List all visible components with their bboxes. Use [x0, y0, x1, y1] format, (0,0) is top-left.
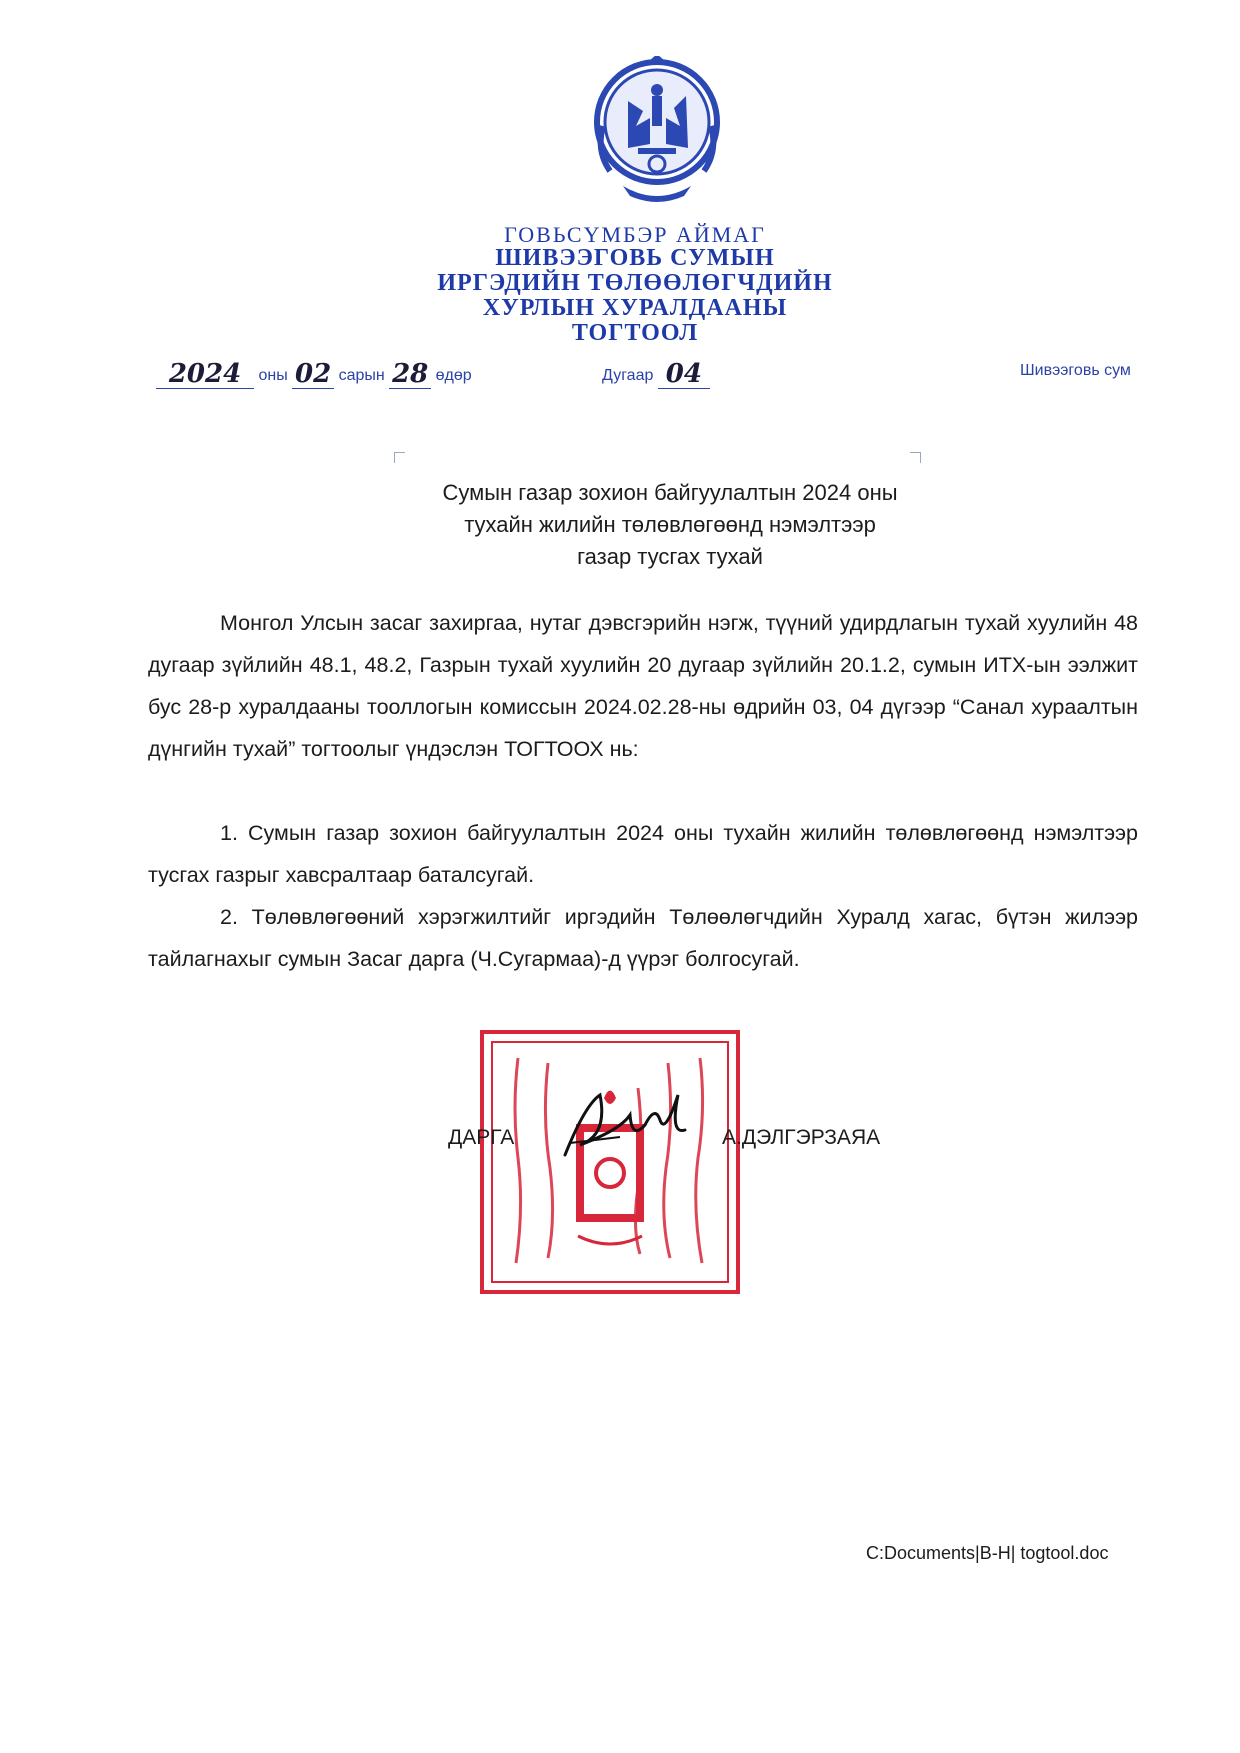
- state-emblem-icon: [588, 56, 726, 206]
- subject-line-2: тухайн жилийн төлөвлөгөөнд нэмэлтээр: [464, 512, 876, 537]
- resolution-number: [602, 360, 710, 389]
- header-resolution: ТОГТООЛ: [571, 320, 699, 346]
- clause-2: 2. Төлөвлөгөөний хэрэгжилтийг иргэдийн Төлөөлөгчдийн Хуралд хагас, бүтэн жилээр тайлагнахыг сумын Засаг дарга (Ч.Сугармаа)-д үүрэг болгосугай.: [148, 905, 1138, 971]
- date-day-suffix: өдөр: [435, 367, 472, 384]
- signer-role: ДАРГА: [448, 1126, 515, 1149]
- preamble-paragraph: Монгол Улсын засаг захиргаа, нутаг дэвсгэрийн нэгж, түүний удирдлагын тухай хуулийн 48 дугаар зүйлийн 48.1, 48.2, Газрын тухай хуулийн 20 дугаар зүйлийн 20.1.2, сумын ИТХ-ын ээлжит бус 28-р хуралдааны тооллогын комиссын 2024.02.28-ны өдрийн 03, 04 дүгээр “Санал хураалтын дүнгийн тухай” тогтоолыг үндэслэн ТОГТООХ нь:: [148, 611, 1138, 761]
- date-month-suffix: сарын: [338, 367, 385, 384]
- title-corner-left: [394, 452, 405, 463]
- header-session: ХУРЛЫН ХУРАЛДААНЫ: [482, 295, 788, 321]
- subject-line-1: Сумын газар зохион байгуулалтын 2024 оны: [442, 480, 898, 505]
- signer-name: А.ДЭЛГЭРЗАЯА: [722, 1126, 881, 1149]
- header-aimag: ГОВЬСҮМБЭР АЙМАГ: [504, 222, 766, 247]
- number-label: Дугаар: [602, 367, 654, 384]
- resolution-place: Шивээговь сум: [1020, 362, 1131, 379]
- file-path-footer: C:Documents|B-H| togtool.doc: [866, 1543, 1109, 1563]
- title-corner-right: [910, 452, 921, 463]
- header-sum: ШИВЭЭГОВЬ СУМЫН: [495, 245, 775, 271]
- number-value: 04: [658, 360, 710, 389]
- clause-1: 1. Сумын газар зохион байгуулалтын 2024 оны тухайн жилийн төлөвлөгөөнд нэмэлтээр тусгах газрыг хавсралтаар баталсугай.: [148, 821, 1138, 887]
- date-year-suffix: оны: [258, 367, 288, 384]
- resolution-date: [156, 360, 472, 389]
- date-month: 02: [292, 360, 334, 389]
- header-council: ИРГЭДИЙН ТӨЛӨӨЛӨГЧДИЙН: [437, 270, 833, 296]
- date-day: 28: [389, 360, 431, 389]
- subject-line-3: газар тусгах тухай: [577, 544, 763, 569]
- date-year: 2024: [156, 360, 254, 389]
- handwritten-signature: [560, 1075, 690, 1170]
